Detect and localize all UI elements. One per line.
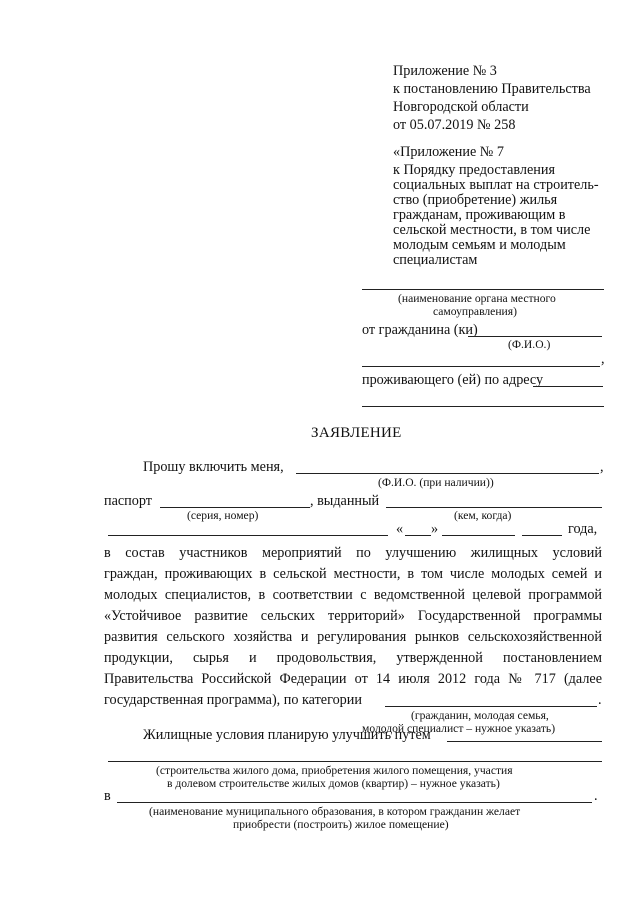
municipality-caption: приобрести (построить) жилое помещение) <box>233 818 449 831</box>
quote-close: » <box>431 521 439 537</box>
appendix-7-line: молодым семьям и молодым <box>393 237 566 253</box>
year-label: года, <box>568 521 598 537</box>
citizen-name-continued-field[interactable] <box>362 366 600 367</box>
appendix-7-line: ство (приобретение) жилья <box>393 192 558 208</box>
document-title: ЗАЯВЛЕНИЕ <box>311 425 402 441</box>
period: . <box>594 788 598 804</box>
housing-method-caption: в долевом строительстве жилых домов (квартир) – нужное указать) <box>167 777 500 790</box>
municipality-field[interactable] <box>117 802 592 803</box>
appendix-7-line: к Порядку предоставления <box>393 162 555 178</box>
citizen-name-field[interactable] <box>468 336 602 337</box>
paragraph-line: «Устойчивое развитие сельских территорий» Государственной программы <box>104 608 602 624</box>
appendix-7-line: специалистам <box>393 252 478 268</box>
issue-day-field[interactable] <box>405 535 431 536</box>
paragraph-line: в состав участников мероприятий по улучшению жилищных условий <box>104 545 602 561</box>
passport-series-caption: (серия, номер) <box>187 509 259 522</box>
paragraph-line: развития сельского хозяйства и регулирования рынков сельскохозяйственной <box>104 629 602 645</box>
quote-open: « <box>396 521 404 537</box>
housing-method-caption: (строительства жилого дома, приобретения жилого помещения, участия <box>156 764 513 777</box>
appendix-3-line: Новгородской области <box>393 99 529 115</box>
in-label: в <box>104 788 111 804</box>
paragraph-line: продукции, сырья и продовольствия, утвержденной постановлением <box>104 650 602 666</box>
paragraph-line: граждан, проживающих в сельской местности, в том числе молодых семей и <box>104 566 602 582</box>
passport-issuer-continued-field[interactable] <box>108 535 388 536</box>
paragraph-line: Правительства Российской Федерации от 14 июля 2012 года № 717 (далее <box>104 671 602 687</box>
category-caption: (гражданин, молодая семья, <box>411 709 549 722</box>
citizen-fio-caption: (Ф.И.О.) <box>508 338 551 351</box>
housing-method-continued-field[interactable] <box>108 761 602 762</box>
municipality-caption: (наименование муниципального образования, в котором гражданин желает <box>149 805 521 818</box>
housing-label: Жилищные условия планирую улучшить путем <box>143 727 431 743</box>
issue-month-field[interactable] <box>442 535 515 536</box>
residing-label: проживающего (ей) по адресу <box>362 372 544 388</box>
comma: , <box>600 459 604 475</box>
applicant-fio-caption: (Ф.И.О. (при наличии)) <box>378 476 494 489</box>
paragraph-line: молодых специалистов, в соответствии с ведомственной целевой программой <box>104 587 602 603</box>
passport-issuer-caption: (кем, когда) <box>454 509 512 522</box>
appendix-3-title: Приложение № 3 <box>393 63 497 79</box>
issue-year-field[interactable] <box>522 535 562 536</box>
category-field[interactable] <box>385 706 597 707</box>
applicant-fio-field[interactable] <box>296 473 599 474</box>
passport-label: паспорт <box>104 493 152 509</box>
period: . <box>598 692 602 708</box>
issued-label: , выданный <box>310 493 380 509</box>
appendix-3-line: от 05.07.2019 № 258 <box>393 117 516 133</box>
org-name-caption: самоуправления) <box>433 305 517 318</box>
org-name-field[interactable] <box>362 289 604 290</box>
comma: , <box>601 351 605 367</box>
org-name-caption: (наименование органа местного <box>398 292 556 305</box>
appendix-7-line: гражданам, проживающим в <box>393 207 566 223</box>
appendix-3-line: к постановлению Правительства <box>393 81 591 97</box>
from-citizen-label: от гражданина (ки) <box>362 322 478 338</box>
address-continued-field[interactable] <box>362 406 604 407</box>
passport-number-field[interactable] <box>160 507 310 508</box>
passport-issuer-field[interactable] <box>386 507 602 508</box>
request-text: Прошу включить меня, <box>143 459 284 475</box>
category-caption: молодой специалист – нужное указать) <box>362 722 556 735</box>
appendix-7-line: сельской местности, в том числе <box>393 222 591 238</box>
category-label: государственная программа), по категории <box>104 692 362 708</box>
appendix-7-title: «Приложение № 7 <box>393 144 504 160</box>
address-field[interactable] <box>533 386 603 387</box>
housing-method-field[interactable] <box>447 741 602 742</box>
appendix-7-line: социальных выплат на строитель- <box>393 177 599 193</box>
